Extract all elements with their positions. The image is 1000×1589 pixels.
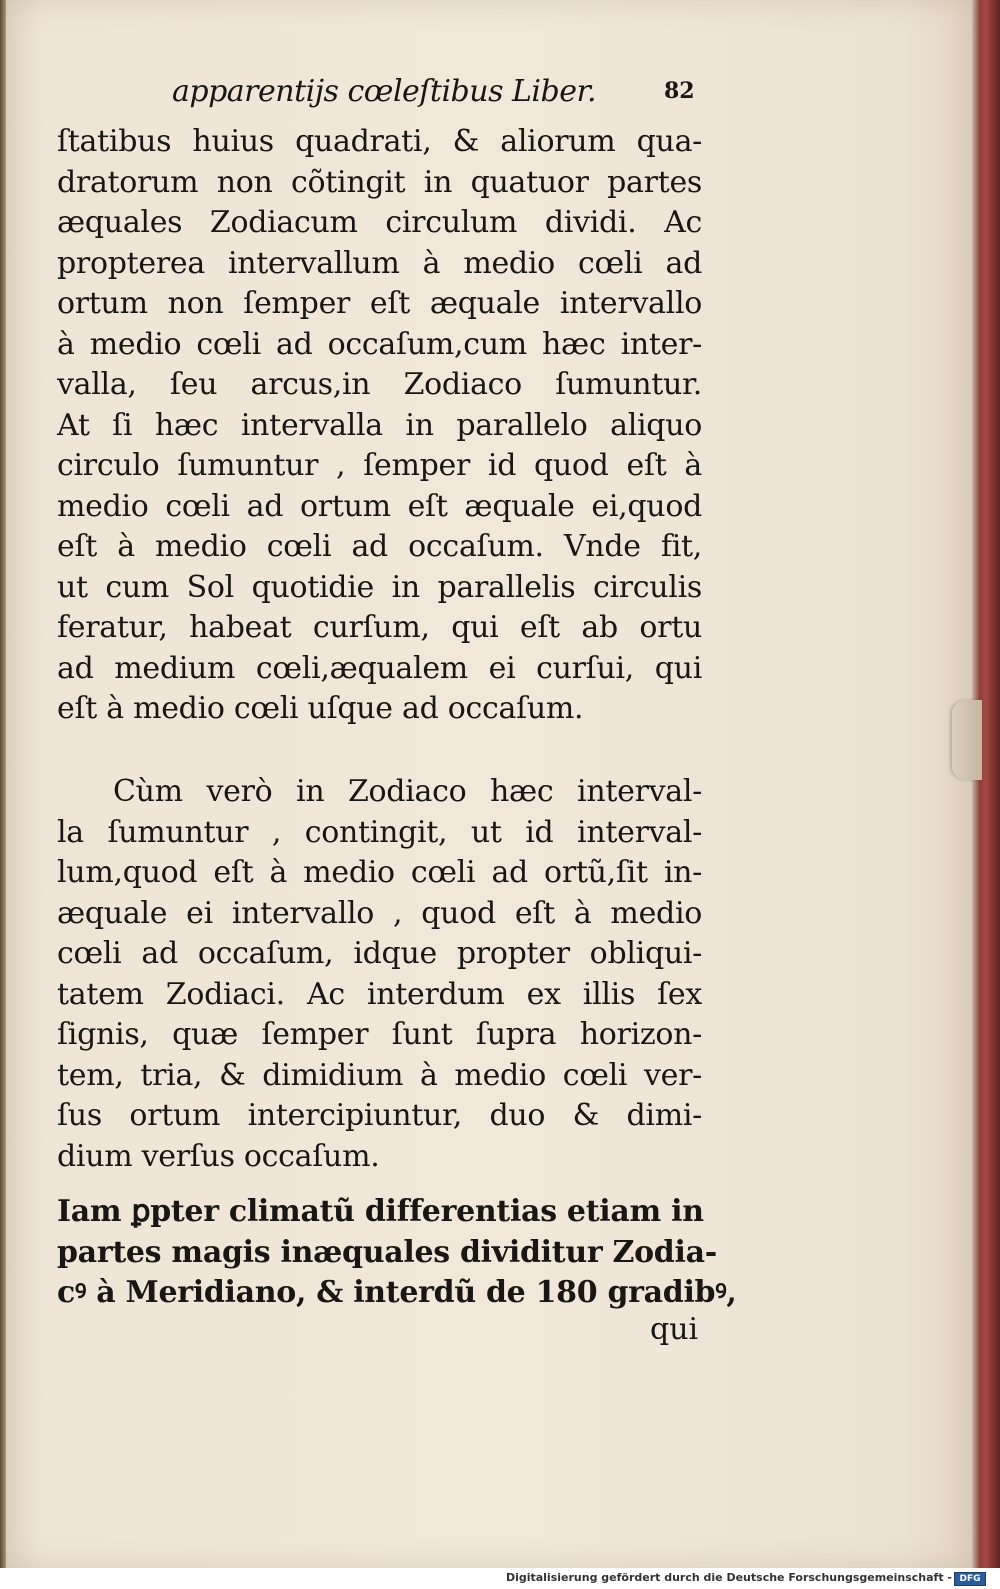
text-line: la ſumuntur , contingit, ut id interval-	[57, 814, 702, 850]
funding-credit: Digitalisierung gefördert durch die Deutsche Forschungsgemeinschaft -	[505, 1571, 952, 1584]
paragraph-1	[57, 122, 702, 730]
page-number: 82	[664, 78, 695, 104]
text-line: At ſi hæc intervalla in parallelo aliquo	[57, 407, 702, 443]
paragraph-2	[57, 772, 702, 1177]
text-line: feratur, habeat curſum, qui eſt ab ortu	[57, 610, 702, 645]
text-line: Iam ꝑpter climatũ differentias etiam in	[57, 1194, 704, 1229]
dfg-logo: DFG	[954, 1572, 986, 1586]
running-head: apparentijs cœleſtibus Liber.	[172, 74, 597, 109]
text-line: cꝰ à Meridiano, & interdũ de 180 gradibꝰ,	[57, 1275, 737, 1310]
catchword: qui	[650, 1312, 699, 1347]
text-line: partes magis inæquales dividitur Zodia-	[57, 1234, 717, 1270]
paragraph-3	[57, 1192, 737, 1314]
digitization-footer	[0, 1568, 1000, 1589]
text-line: propterea intervallum à medio cœli ad	[57, 245, 702, 281]
text-line: ſtatibus huius quadrati, & aliorum qua-	[57, 124, 702, 159]
page-gutter-edge	[0, 0, 6, 1568]
text-line: ut cum Sol quotidie in parallelis circulis	[57, 569, 702, 605]
text-line: æquales Zodiacum circulum dividi. Ac	[57, 205, 702, 240]
text-line: dium verſus occaſum.	[57, 1138, 380, 1174]
text-line: tatem Zodiaci. Ac interdum ex illis ſex	[57, 976, 702, 1012]
text-line: ortum non ſemper eſt æquale intervallo	[57, 286, 702, 321]
text-line: cœli ad occaſum, idque propter obliqui-	[57, 936, 702, 971]
text-line: lum,quod eſt à medio cœli ad ortũ,ſit in-	[57, 855, 702, 890]
text-line: ad medium cœli,æqualem ei curſui, qui	[57, 650, 702, 686]
page-tab-mark	[952, 700, 982, 780]
text-line: dratorum non cõtingit in quatuor partes	[57, 164, 702, 200]
text-line: tem, tria, & dimidium à medio cœli ver-	[57, 1057, 702, 1093]
text-line: eſt à medio cœli uſque ad occaſum.	[57, 691, 584, 726]
book-cover-edge	[972, 0, 1000, 1568]
text-line: eſt à medio cœli ad occaſum. Vnde fit,	[57, 529, 702, 564]
text-line: ſignis, quæ ſemper ſunt ſupra horizon-	[57, 1017, 702, 1052]
text-line: medio cœli ad ortum eſt æquale ei,quod	[57, 488, 702, 524]
text-line: ſus ortum intercipiuntur, duo & dimi-	[57, 1098, 702, 1133]
text-line: circulo ſumuntur , ſemper id quod eſt à	[57, 448, 702, 483]
text-line: à medio cœli ad occaſum,cum hæc inter-	[57, 326, 702, 362]
text-line: æquale ei intervallo , quod eſt à medio	[57, 895, 702, 931]
text-line: valla, ſeu arcus,in Zodiaco ſumuntur.	[57, 367, 702, 402]
text-line: Cùm verò in Zodiaco hæc interval-	[113, 774, 702, 809]
